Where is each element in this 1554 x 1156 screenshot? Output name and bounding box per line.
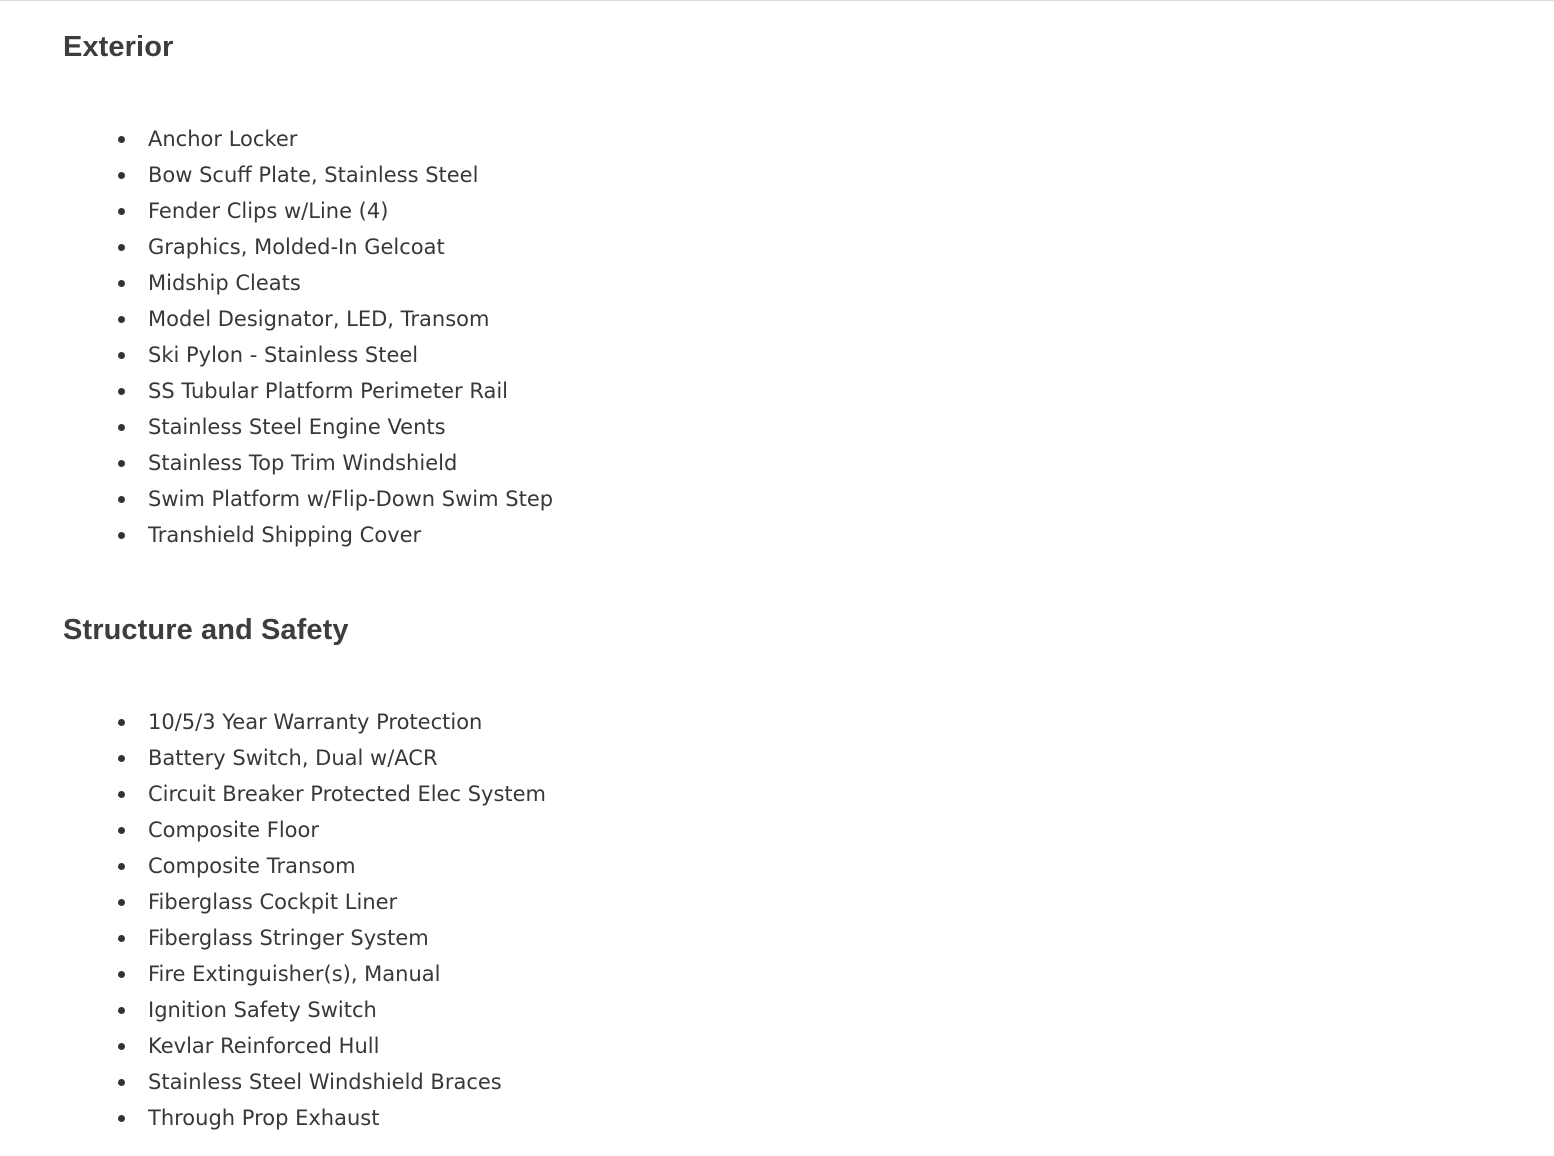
- feature-item: [115, 884, 546, 920]
- bullet-icon: [118, 208, 125, 215]
- feature-item: [115, 1064, 546, 1100]
- feature-label: Ski Pylon - Stainless Steel: [148, 343, 419, 367]
- feature-label: 10/5/3 Year Warranty Protection: [148, 710, 483, 734]
- feature-label: Stainless Steel Windshield Braces: [148, 1070, 502, 1094]
- bullet-icon: [118, 316, 125, 323]
- bullet-icon: [118, 532, 125, 539]
- feature-item: [115, 373, 553, 409]
- feature-item: [115, 301, 553, 337]
- feature-item: [115, 517, 553, 553]
- bullet-icon: [118, 971, 125, 978]
- bullet-icon: [118, 460, 125, 467]
- bullet-icon: [118, 280, 125, 287]
- feature-item: [115, 157, 553, 193]
- bullet-icon: [118, 863, 125, 870]
- feature-item: [115, 812, 546, 848]
- feature-item: [115, 193, 553, 229]
- section-heading-structure-safety: Structure and Safety: [63, 614, 349, 646]
- feature-label: Through Prop Exhaust: [148, 1106, 380, 1130]
- feature-item: [115, 848, 546, 884]
- feature-item: [115, 229, 553, 265]
- structure-safety-section: [63, 611, 1463, 1130]
- feature-label: Composite Transom: [148, 854, 356, 878]
- bullet-icon: [118, 935, 125, 942]
- bullet-icon: [118, 899, 125, 906]
- feature-item: [115, 1100, 546, 1136]
- top-divider: [0, 0, 1554, 1]
- feature-item: [115, 409, 553, 445]
- bullet-icon: [118, 496, 125, 503]
- feature-item: [115, 740, 546, 776]
- feature-label: Graphics, Molded-In Gelcoat: [148, 235, 445, 259]
- bullet-icon: [118, 1079, 125, 1086]
- bullet-icon: [118, 791, 125, 798]
- feature-label: SS Tubular Platform Perimeter Rail: [148, 379, 508, 403]
- feature-label: Circuit Breaker Protected Elec System: [148, 782, 547, 806]
- feature-label: Composite Floor: [148, 818, 319, 842]
- feature-item: [115, 337, 553, 373]
- feature-label: Kevlar Reinforced Hull: [148, 1034, 380, 1058]
- structure-safety-feature-list: [115, 704, 546, 1136]
- feature-item: [115, 956, 546, 992]
- feature-item: [115, 265, 553, 301]
- feature-label: Bow Scuff Plate, Stainless Steel: [148, 163, 479, 187]
- feature-item: [115, 1028, 546, 1064]
- bullet-icon: [118, 352, 125, 359]
- feature-label: Midship Cleats: [148, 271, 301, 295]
- bullet-icon: [118, 136, 125, 143]
- feature-item: [115, 481, 553, 517]
- feature-label: Transhield Shipping Cover: [148, 523, 422, 547]
- feature-item: [115, 992, 546, 1028]
- feature-label: Anchor Locker: [148, 127, 298, 151]
- exterior-section: [63, 28, 1463, 547]
- feature-item: [115, 121, 553, 157]
- feature-label: Ignition Safety Switch: [148, 998, 377, 1022]
- section-heading-exterior: Exterior: [63, 31, 174, 63]
- bullet-icon: [118, 424, 125, 431]
- bullet-icon: [118, 388, 125, 395]
- feature-label: Fiberglass Stringer System: [148, 926, 429, 950]
- bullet-icon: [118, 244, 125, 251]
- bullet-icon: [118, 1043, 125, 1050]
- feature-item: [115, 776, 546, 812]
- feature-label: Battery Switch, Dual w/ACR: [148, 746, 438, 770]
- bullet-icon: [118, 719, 125, 726]
- bullet-icon: [118, 1115, 125, 1122]
- feature-label: Stainless Top Trim Windshield: [148, 451, 458, 475]
- feature-label: Model Designator, LED, Transom: [148, 307, 490, 331]
- feature-label: Fiberglass Cockpit Liner: [148, 890, 398, 914]
- feature-label: Stainless Steel Engine Vents: [148, 415, 446, 439]
- feature-item: [115, 445, 553, 481]
- feature-item: [115, 920, 546, 956]
- exterior-feature-list: [115, 121, 553, 553]
- feature-label: Swim Platform w/Flip-Down Swim Step: [148, 487, 554, 511]
- feature-label: Fender Clips w/Line (4): [148, 199, 389, 223]
- bullet-icon: [118, 172, 125, 179]
- feature-label: Fire Extinguisher(s), Manual: [148, 962, 441, 986]
- bullet-icon: [118, 755, 125, 762]
- feature-item: [115, 704, 546, 740]
- bullet-icon: [118, 1007, 125, 1014]
- bullet-icon: [118, 827, 125, 834]
